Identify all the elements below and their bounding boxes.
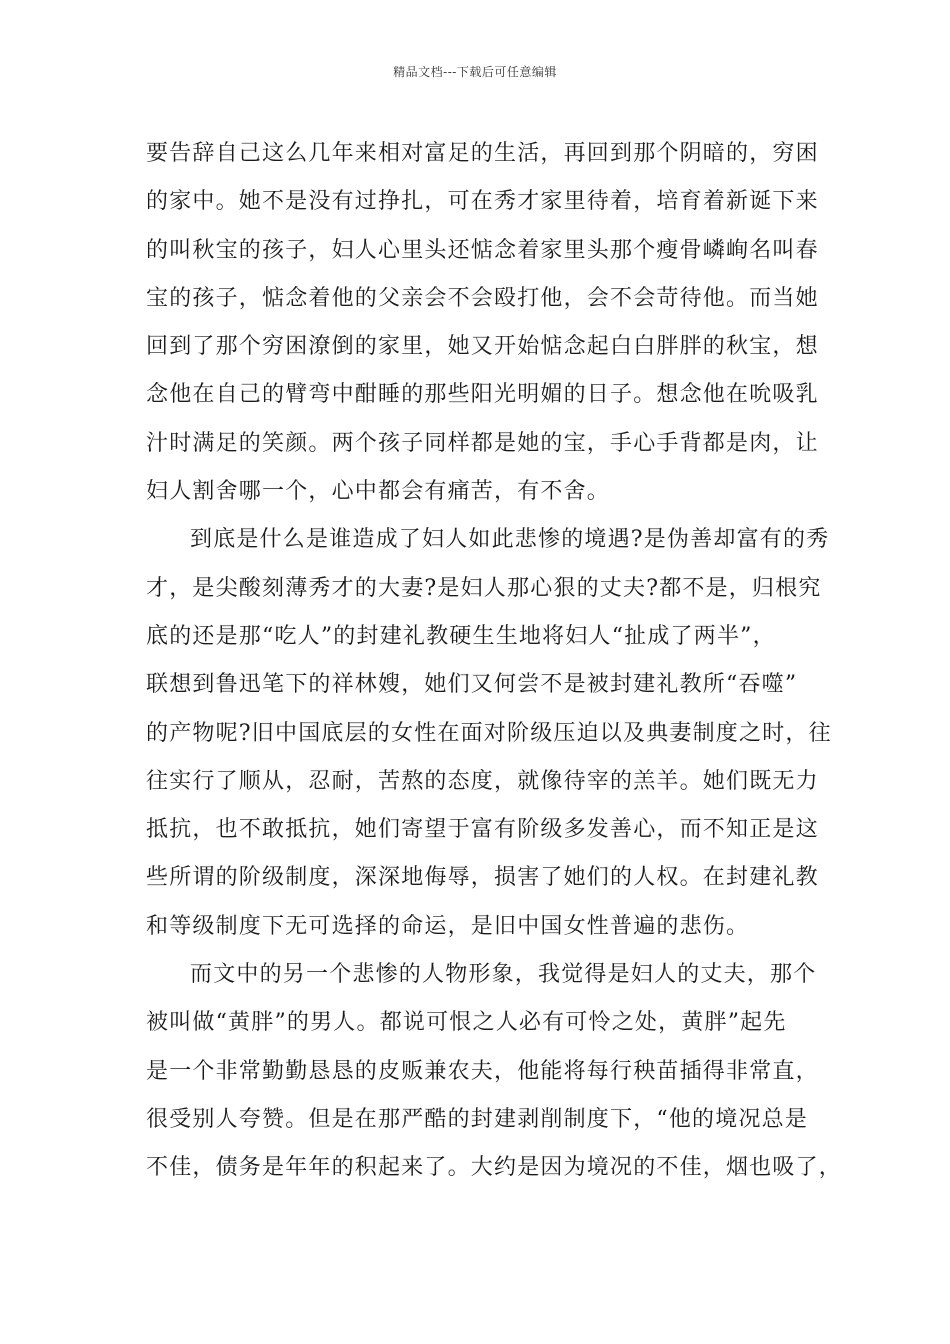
text-line: 汁时满足的笑颜。两个孩子同样都是她的宝，手心手背都是肉，让 (146, 430, 819, 456)
text-line: 抵抗，也不敢抵抗，她们寄望于富有阶级多发善心，而不知正是这 (146, 817, 819, 843)
text-line: 妇人割舍哪一个，心中都会有痛苦，有不舍。 (146, 479, 611, 505)
text-line: 宝的孩子，惦念着他的父亲会不会殴打他，会不会苛待他。而当她 (146, 285, 819, 311)
body-text (146, 130, 843, 1193)
text-line: 的产物呢?旧中国底层的女性在面对阶级压迫以及典妻制度之时，往 (146, 720, 832, 746)
text-line: 底的还是那“吃人”的封建礼教硬生生地将妇人“扯成了两半”， (146, 623, 776, 649)
text-line: 才，是尖酸刻薄秀才的大妻?是妇人那心狠的丈夫?都不是，归根究 (146, 575, 822, 601)
page-header: 精品文档---下载后可任意编辑 (393, 65, 557, 79)
text-line: 被叫做“黄胖”的男人。都说可恨之人必有可怜之处，黄胖”起先 (146, 1010, 787, 1036)
paragraph-start-line: 到底是什么是谁造成了妇人如此悲惨的境遇?是伪善却富有的秀 (190, 527, 830, 553)
text-line: 联想到鲁迅笔下的祥林嫂，她们又何尝不是被封建礼教所“吞噬” (146, 672, 798, 698)
text-line: 的叫秋宝的孩子，妇人心里头还惦念着家里头那个瘦骨嶙峋名叫春 (146, 237, 819, 263)
text-line: 念他在自己的臂弯中酣睡的那些阳光明媚的日子。想念他在吮吸乳 (146, 382, 819, 408)
text-line: 的家中。她不是没有过挣扎，可在秀才家里待着，培育着新诞下来 (146, 189, 819, 215)
text-line: 和等级制度下无可选择的命运，是旧中国女性普遍的悲伤。 (146, 913, 750, 939)
text-line: 是一个非常勤勤恳恳的皮贩兼农夫，他能将每行秧苗插得非常直， (146, 1058, 819, 1084)
text-line: 很受别人夸赞。但是在那严酷的封建剥削制度下，“他的境况总是 (146, 1106, 809, 1132)
text-line: 往实行了顺从，忍耐，苦熬的态度，就像待宰的羔羊。她们既无力 (146, 768, 819, 794)
text-line: 不佳，债务是年年的积起来了。大约是因为境况的不佳，烟也吸了， (146, 1155, 843, 1181)
text-line: 回到了那个穷困潦倒的家里，她又开始惦念起白白胖胖的秋宝，想 (146, 334, 819, 360)
text-line: 些所谓的阶级制度，深深地侮辱，损害了她们的人权。在封建礼教 (146, 865, 819, 891)
text-line: 要告辞自己这么几年来相对富足的生活，再回到那个阴暗的，穷困 (146, 141, 819, 166)
paragraph-start-line: 而文中的另一个悲惨的人物形象，我觉得是妇人的丈夫，那个 (190, 962, 817, 988)
